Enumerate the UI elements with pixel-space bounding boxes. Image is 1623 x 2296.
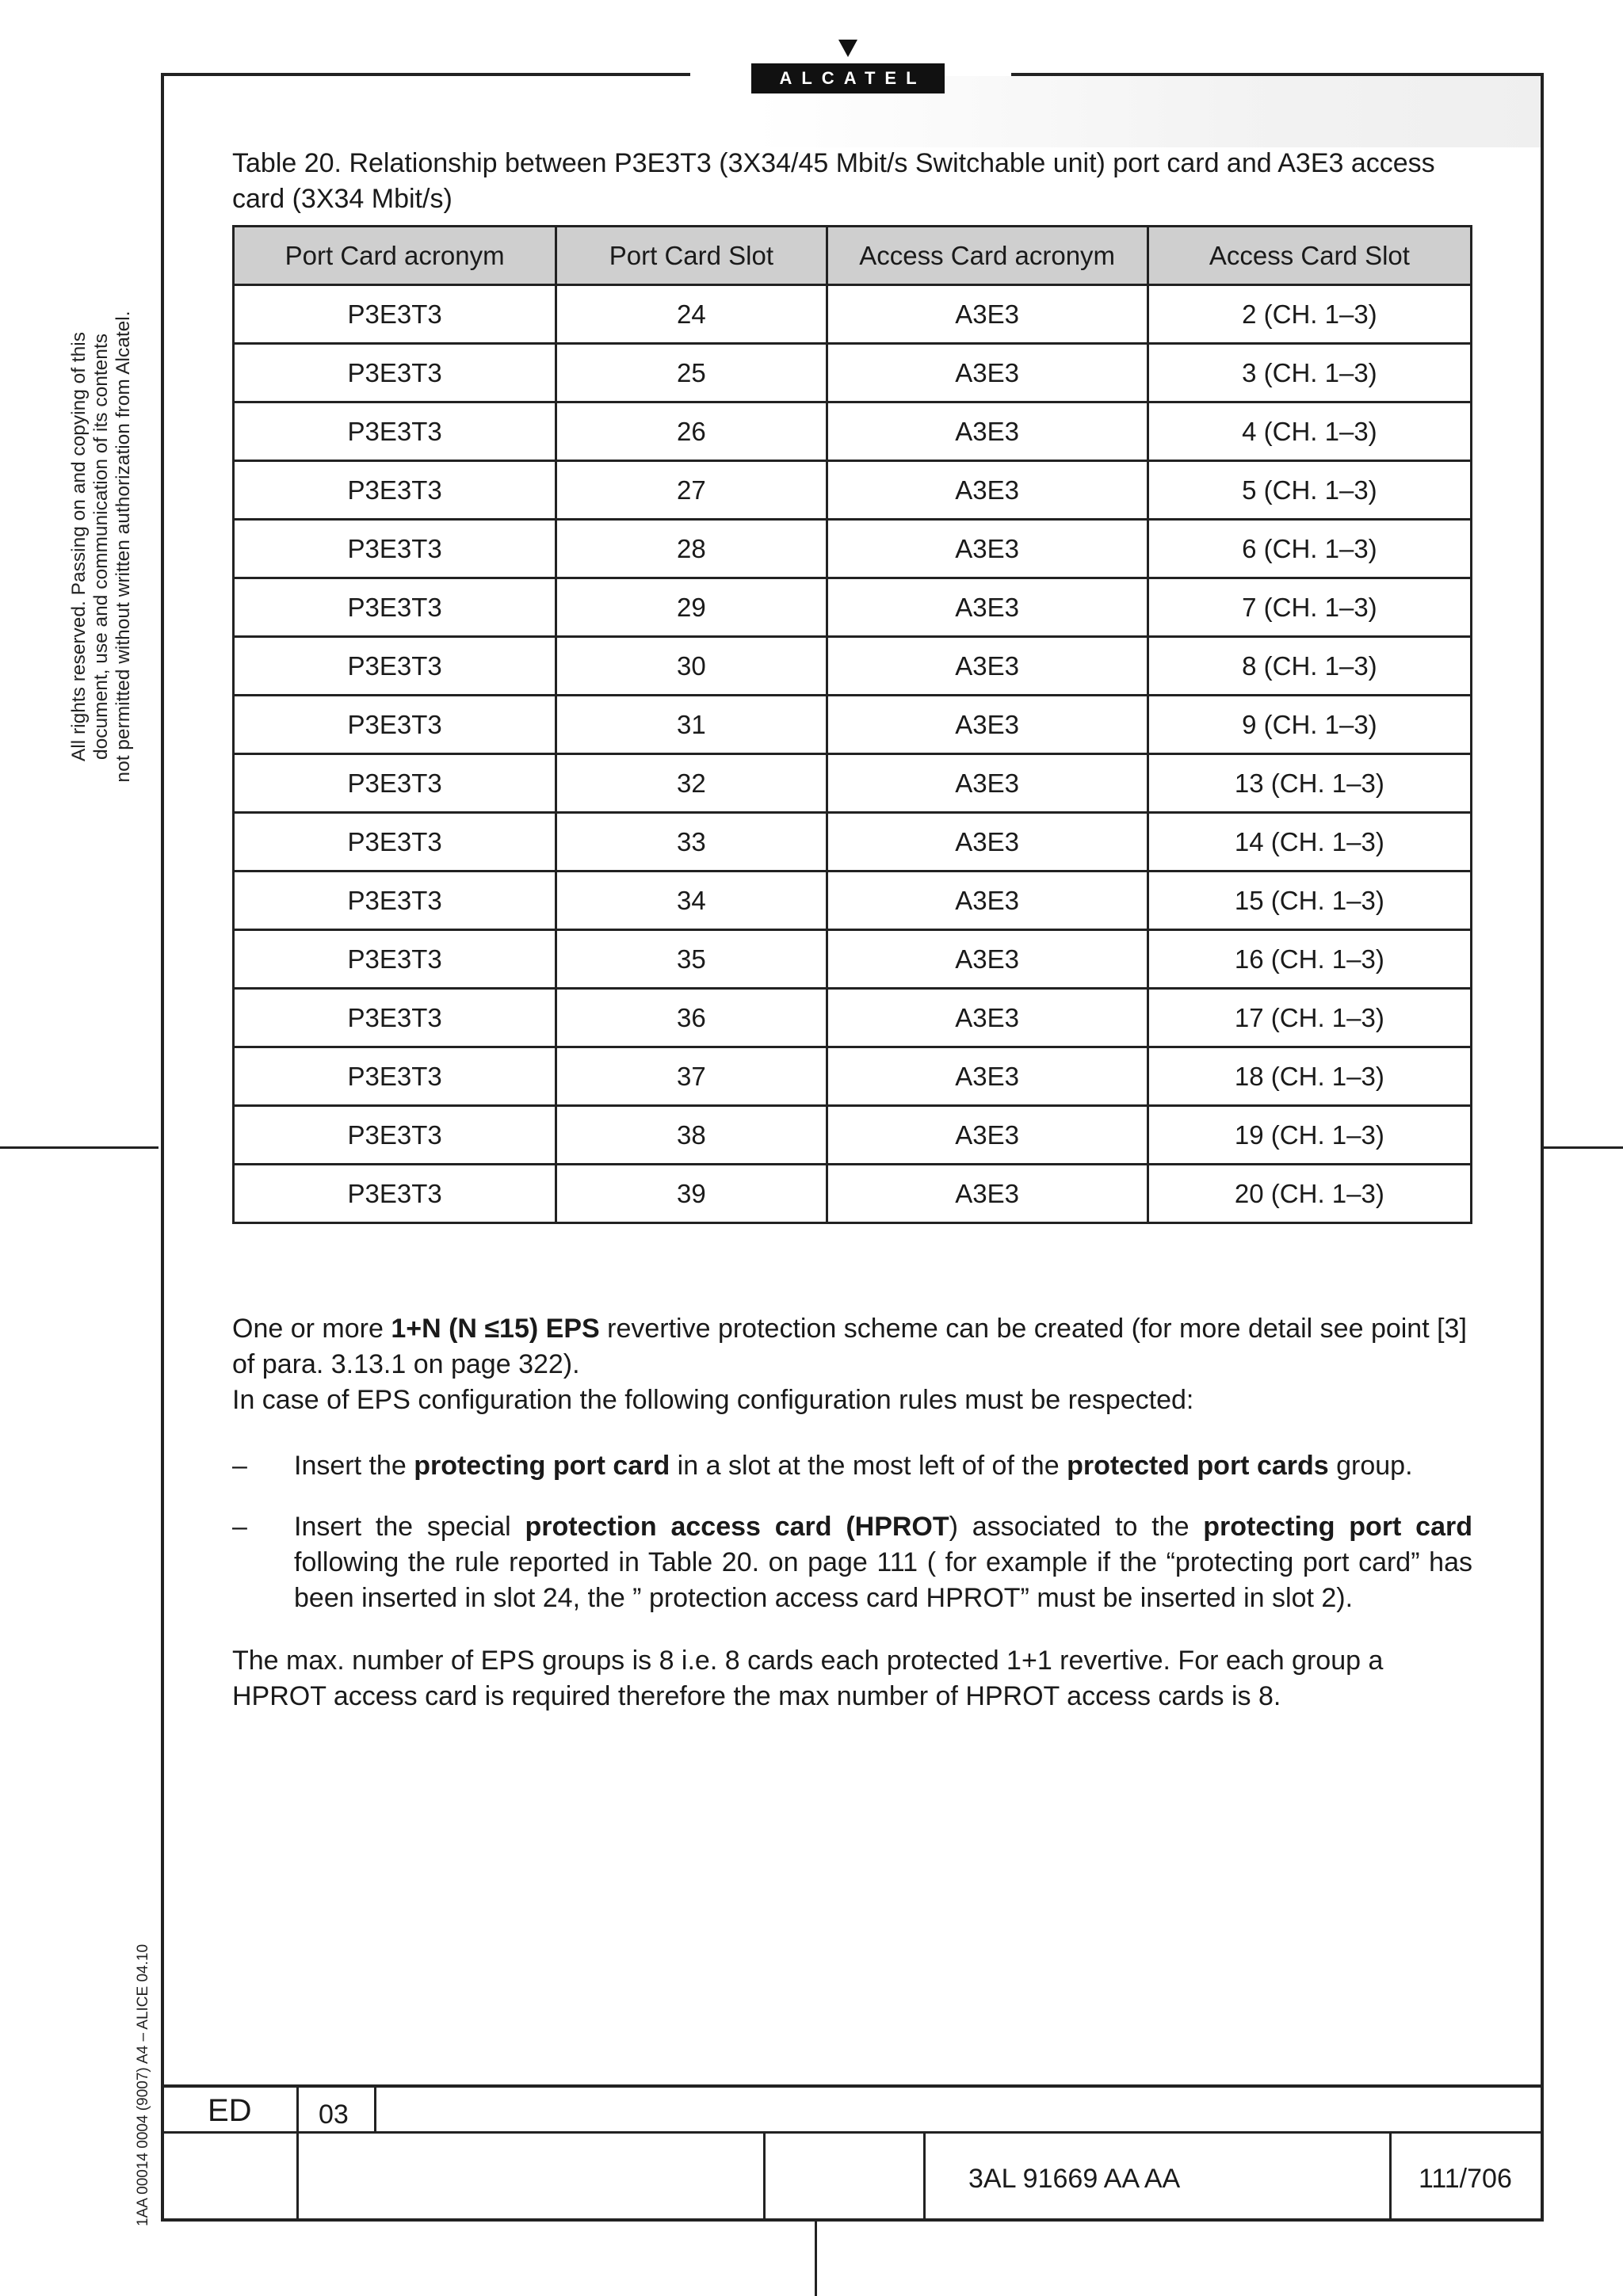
table-row [234, 871, 1472, 930]
bold-text: protection access card (HPROT [525, 1512, 949, 1542]
footer-line [161, 2131, 1544, 2134]
table-cell: 36 [556, 989, 827, 1047]
bullet-dash: – [232, 1451, 247, 1481]
footer-divider [1389, 2132, 1392, 2220]
table-cell: 15 (CH. 1–3) [1148, 871, 1471, 930]
table-row [234, 344, 1472, 402]
legal-line: All rights reserved. Passing on and copying of this [68, 332, 90, 762]
table-cell: A3E3 [827, 637, 1148, 696]
table-cell: 30 [556, 637, 827, 696]
table-row [234, 696, 1472, 754]
table-row [234, 402, 1472, 461]
table-cell: A3E3 [827, 461, 1148, 520]
table-row [234, 813, 1472, 871]
text: revertive protection scheme can be created (for more detail see point [3] of para. 3.13.1 on page 322). [232, 1314, 1467, 1379]
table-row [234, 461, 1472, 520]
table-cell: 17 (CH. 1–3) [1148, 989, 1471, 1047]
footer-divider [296, 2084, 299, 2220]
table-cell: 29 [556, 578, 827, 637]
table-cell: A3E3 [827, 1047, 1148, 1106]
table-cell: 19 (CH. 1–3) [1148, 1106, 1471, 1165]
table-row [234, 754, 1472, 813]
table-cell: A3E3 [827, 989, 1148, 1047]
form-code: 1AA 00014 0004 (9007) A4 – ALICE 04.10 [135, 1943, 151, 2226]
text: One or more [232, 1314, 391, 1344]
table-cell: 9 (CH. 1–3) [1148, 696, 1471, 754]
table-cell: A3E3 [827, 871, 1148, 930]
table-cell: P3E3T3 [234, 344, 556, 402]
edition-number: 03 [319, 2100, 349, 2130]
table-cell: P3E3T3 [234, 1165, 556, 1223]
bold-text: protected port cards [1067, 1451, 1329, 1481]
table-cell: P3E3T3 [234, 402, 556, 461]
table-cell: 38 [556, 1106, 827, 1165]
table-cell: 4 (CH. 1–3) [1148, 402, 1471, 461]
table-cell: P3E3T3 [234, 285, 556, 344]
table-cell: 13 (CH. 1–3) [1148, 754, 1471, 813]
table-row [234, 930, 1472, 989]
table-row [234, 637, 1472, 696]
column-header: Port Card acronym [234, 227, 556, 285]
port-access-table [232, 225, 1472, 1224]
table-cell: 7 (CH. 1–3) [1148, 578, 1471, 637]
table-cell: P3E3T3 [234, 871, 556, 930]
table-cell: 2 (CH. 1–3) [1148, 285, 1471, 344]
alcatel-logo: ALCATEL [751, 63, 945, 93]
eps-intro-paragraph [232, 1311, 1472, 1418]
table-cell: 3 (CH. 1–3) [1148, 344, 1471, 402]
fold-mark-left [0, 1146, 158, 1149]
footer-divider [923, 2132, 926, 2220]
table-cell: P3E3T3 [234, 520, 556, 578]
text: in a slot at the most left of of the [670, 1451, 1067, 1481]
page-frame-top-left [161, 73, 690, 76]
table-cell: 24 [556, 285, 827, 344]
table-cell: 31 [556, 696, 827, 754]
table-cell: P3E3T3 [234, 813, 556, 871]
legal-line: document, use and communication of its contents [90, 334, 112, 760]
footer-divider [374, 2084, 376, 2132]
page-frame-bottom [161, 2218, 1544, 2222]
footer-divider [763, 2132, 766, 2220]
table-row [234, 1047, 1472, 1106]
table-cell: 25 [556, 344, 827, 402]
table-cell: 14 (CH. 1–3) [1148, 813, 1471, 871]
table-row [234, 520, 1472, 578]
table-cell: A3E3 [827, 1106, 1148, 1165]
table-cell: A3E3 [827, 285, 1148, 344]
table-cell: P3E3T3 [234, 989, 556, 1047]
table-cell: 26 [556, 402, 827, 461]
rule-bullet-1 [232, 1448, 1472, 1484]
table-cell: 33 [556, 813, 827, 871]
page-number: 111/706 [1419, 2164, 1512, 2194]
table-cell: 28 [556, 520, 827, 578]
table-cell: 37 [556, 1047, 827, 1106]
table-cell: P3E3T3 [234, 930, 556, 989]
table-cell: P3E3T3 [234, 461, 556, 520]
table-cell: 16 (CH. 1–3) [1148, 930, 1471, 989]
table-cell: A3E3 [827, 578, 1148, 637]
table-cell: 5 (CH. 1–3) [1148, 461, 1471, 520]
table-cell: 35 [556, 930, 827, 989]
table-row [234, 285, 1472, 344]
text: Insert the [294, 1451, 414, 1481]
table-cell: 20 (CH. 1–3) [1148, 1165, 1471, 1223]
table-cell: P3E3T3 [234, 637, 556, 696]
text: Insert the special [294, 1512, 525, 1542]
table-cell: P3E3T3 [234, 1106, 556, 1165]
legal-line: not permitted without written authorization from Alcatel. [113, 311, 134, 783]
eps-groups-paragraph: The max. number of EPS groups is 8 i.e. 8 cards each protected 1+1 revertive. For each group a HPROT access card is required therefore the max number of HPROT access cards is 8. [232, 1646, 1384, 1711]
bold-text: 1+N (N ≤15) EPS [391, 1314, 600, 1344]
table-caption: Table 20. Relationship between P3E3T3 (3X34/45 Mbit/s Switchable unit) port card and A3E3 access card (3X34 Mbit/s) [232, 148, 1435, 214]
fold-mark-bottom [815, 2220, 817, 2296]
logo-arrow-icon [838, 40, 857, 57]
text: ) associated to the [949, 1512, 1204, 1542]
bold-text: protecting port card [414, 1451, 670, 1481]
table-cell: A3E3 [827, 402, 1148, 461]
edition-label: ED [208, 2093, 252, 2128]
table-cell: 18 (CH. 1–3) [1148, 1047, 1471, 1106]
text: following the rule reported in Table 20. on page 111 ( for example if the “protecting port card” has been inserted in slot 24, the ” protection access card HPROT” must be inserted in slot 2). [294, 1547, 1472, 1613]
page-frame-left [161, 73, 164, 2220]
rule-bullet-2 [232, 1509, 1472, 1616]
table-cell: P3E3T3 [234, 1047, 556, 1106]
table-cell: 39 [556, 1165, 827, 1223]
table-cell: 32 [556, 754, 827, 813]
document-number: 3AL 91669 AA AA [968, 2164, 1181, 2194]
table-cell: A3E3 [827, 1165, 1148, 1223]
fold-mark-right [1544, 1146, 1623, 1149]
table-cell: A3E3 [827, 344, 1148, 402]
table-cell: A3E3 [827, 813, 1148, 871]
table-cell: A3E3 [827, 930, 1148, 989]
legal-notice [68, 277, 135, 816]
bullet-dash: – [232, 1512, 247, 1542]
table-row [234, 989, 1472, 1047]
text: group. [1328, 1451, 1413, 1481]
text: In case of EPS configuration the following configuration rules must be respected: [232, 1385, 1194, 1415]
column-header: Access Card Slot [1148, 227, 1471, 285]
table-cell: P3E3T3 [234, 696, 556, 754]
bold-text: protecting port card [1203, 1512, 1472, 1542]
table-cell: 34 [556, 871, 827, 930]
table-cell: P3E3T3 [234, 754, 556, 813]
table-cell: A3E3 [827, 520, 1148, 578]
column-header: Port Card Slot [556, 227, 827, 285]
column-header: Access Card acronym [827, 227, 1148, 285]
table-row [234, 578, 1472, 637]
footer-line [161, 2084, 1544, 2088]
table-row [234, 1165, 1472, 1223]
table-cell: A3E3 [827, 754, 1148, 813]
table-header-row [234, 227, 1472, 285]
table-cell: 27 [556, 461, 827, 520]
table-cell: 6 (CH. 1–3) [1148, 520, 1471, 578]
table-cell: P3E3T3 [234, 578, 556, 637]
table-row [234, 1106, 1472, 1165]
table-cell: A3E3 [827, 696, 1148, 754]
table-cell: 8 (CH. 1–3) [1148, 637, 1471, 696]
page-frame-top-right [1011, 73, 1544, 76]
